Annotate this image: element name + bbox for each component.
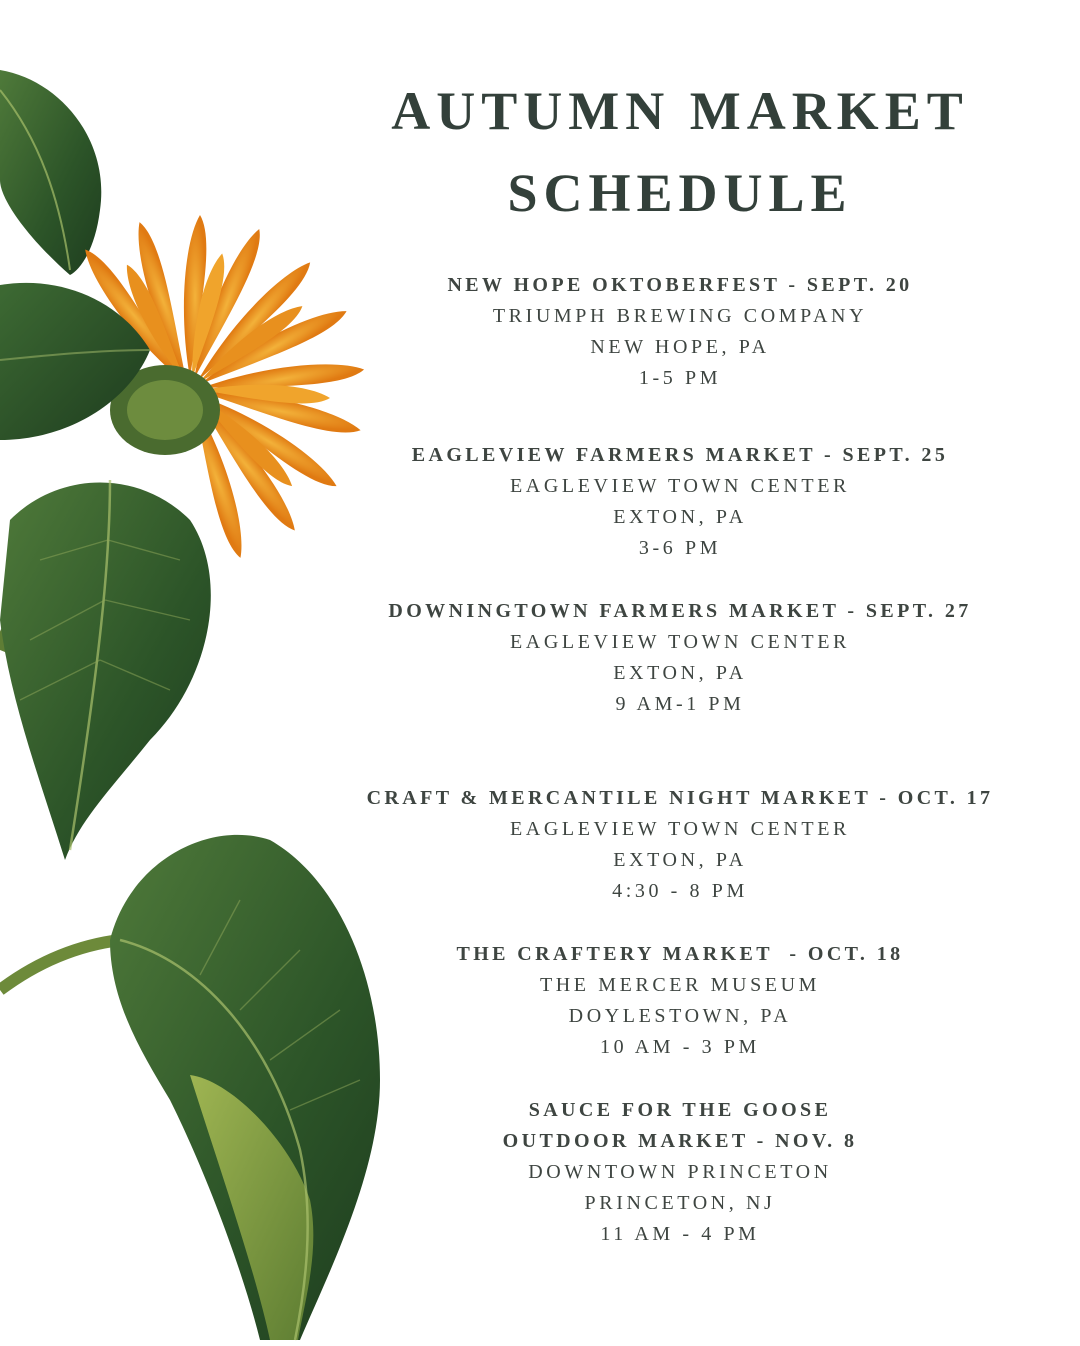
event-venue: TRIUMPH BREWING COMPANY: [492, 305, 868, 327]
event-name: EAGLEVIEW FARMERS MARKET - SEPT. 25: [411, 444, 949, 466]
event-time: 11 AM - 4 PM: [600, 1223, 760, 1245]
event-name: NEW HOPE OKTOBERFEST - SEPT. 20: [447, 274, 913, 296]
event-name: DOWNINGTOWN FARMERS MARKET - SEPT. 27: [388, 600, 972, 622]
event-location: EXTON, PA: [613, 506, 747, 528]
event-venue: EAGLEVIEW TOWN CENTER: [509, 631, 850, 653]
event-location: PRINCETON, NJ: [584, 1192, 776, 1214]
event-name-line-2: OUTDOOR MARKET - NOV. 8: [502, 1130, 858, 1152]
event-time: 3-6 PM: [638, 537, 722, 559]
event-block: [340, 596, 1020, 720]
event-time: 9 AM-1 PM: [615, 693, 745, 715]
event-time: 1-5 PM: [638, 367, 722, 389]
event-venue: EAGLEVIEW TOWN CENTER: [509, 475, 850, 497]
stem: [0, 940, 120, 990]
event-venue: EAGLEVIEW TOWN CENTER: [509, 818, 850, 840]
event-location: DOYLESTOWN, PA: [568, 1005, 792, 1027]
leaf: [0, 483, 211, 861]
event-venue: THE MERCER MUSEUM: [539, 974, 821, 996]
event-location: EXTON, PA: [613, 662, 747, 684]
event-name: CRAFT & MERCANTILE NIGHT MARKET - OCT. 17: [366, 787, 994, 809]
event-block: [340, 783, 1020, 907]
title-line-2: SCHEDULE: [507, 163, 853, 223]
event-time: 4:30 - 8 PM: [612, 880, 748, 902]
event-block: [340, 440, 1020, 564]
event-name-line-1: SAUCE FOR THE GOOSE: [528, 1099, 832, 1121]
poster-title: [340, 70, 1020, 234]
event-name: THE CRAFTERY MARKET - OCT. 18: [456, 943, 904, 965]
title-line-1: AUTUMN MARKET: [391, 81, 969, 141]
event-location: NEW HOPE, PA: [590, 336, 770, 358]
leaf: [110, 835, 380, 1340]
leaf: [0, 70, 101, 275]
event-time: 10 AM - 3 PM: [600, 1036, 760, 1058]
event-location: EXTON, PA: [613, 849, 747, 871]
event-venue: DOWNTOWN PRINCETON: [528, 1161, 832, 1183]
event-block: [340, 939, 1020, 1063]
event-block: [340, 1095, 1020, 1250]
event-block: [340, 270, 1020, 394]
